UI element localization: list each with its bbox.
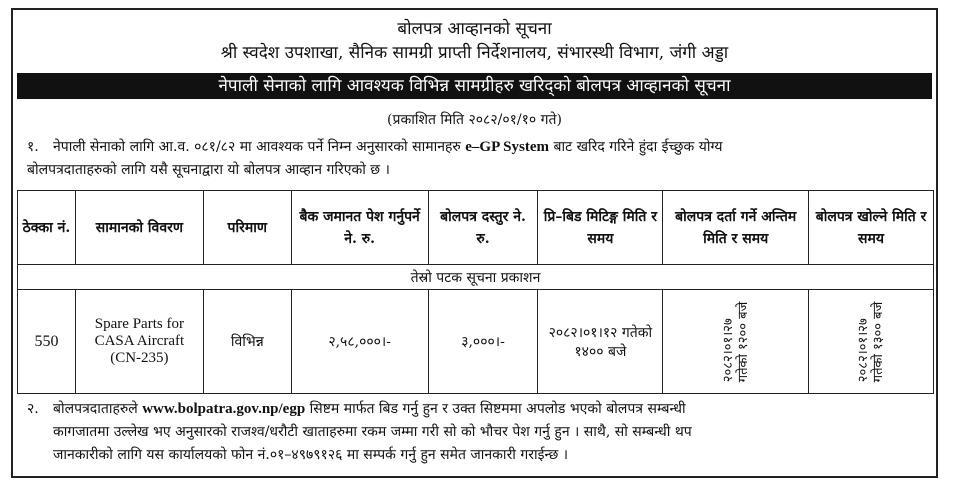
- paragraph-1: [27, 136, 926, 182]
- paragraph-text: जानकारीको लागि यस कार्यालयको फोन नं.०१–४९७९१२६ मा सम्पर्क गर्नु हुन समेत जानकारी गराईन्छ ।: [53, 447, 569, 463]
- notice-banner: नेपाली सेनाको लागि आवश्यक विभिन्न सामग्रीहरु खरिद्को बोलपत्र आव्हानको सूचना: [17, 73, 932, 99]
- published-date: (प्रकाशित मिति २०८२/०१/१० गते): [387, 112, 562, 128]
- paragraph-text: सिष्टम मार्फत बिड गर्नु हुन र उक्त सिष्टममा अपलोड भएको बोलपत्र सम्बन्धी: [309, 401, 686, 417]
- table-row: [18, 290, 934, 394]
- paragraph-text: बोलपत्रदाताहरुको लागि यसै सूचनाद्वारा यो बोलपत्र आव्हान गरिएको छ ।: [27, 162, 390, 178]
- header-submission-deadline: बोलपत्र दर्ता गर्ने अन्तिम मिति र समय: [663, 191, 809, 265]
- paragraph-2: [27, 398, 926, 467]
- header-bid-opening: बोलपत्र खोल्ने मिति र समय: [809, 191, 934, 265]
- header-bid-fee: बोलपत्र दस्तुर ने. रु.: [428, 191, 538, 265]
- submission-deadline-datetime: २०८२।०१।२७ गतेको १२०० बजे: [720, 301, 751, 382]
- prebid-meeting-datetime: २०८२।०१।१२ गतेको १४०० बजे: [538, 290, 663, 394]
- header-item-description: सामानको विवरण: [75, 191, 203, 265]
- table-header-row: [18, 191, 934, 265]
- contract-number: 550: [18, 290, 76, 394]
- bid-fee-amount: ३,०००।-: [428, 290, 538, 394]
- paragraph-text: नेपाली सेनाको लागि आ.व. ०८१/८२ मा आवश्यक पर्ने निम्न अनुसारको सामानहरु: [53, 139, 461, 155]
- bid-opening-cell: [809, 290, 934, 394]
- bid-opening-datetime: २०८२।०१।२७ गतेको १३०० बजे: [856, 301, 887, 382]
- section-label: तेस्रो पटक सूचना प्रकाशन: [18, 265, 934, 290]
- egp-system-name: e–GP System: [465, 139, 549, 155]
- header-quantity: परिमाण: [203, 191, 291, 265]
- paragraph-number: २.: [27, 401, 39, 417]
- header-bank-guarantee: बैक जमानत पेश गर्नुपर्ने ने. रु.: [291, 191, 428, 265]
- item-description: Spare Parts for CASA Aircraft (CN-235): [75, 290, 203, 394]
- tender-table: [17, 190, 934, 394]
- paragraph-text: बोलपत्रदाताहरुले: [53, 401, 138, 417]
- header-prebid-meeting: प्रि–बिड मिटिङ्ग मिति र समय: [538, 191, 663, 265]
- bolpatra-url: www.bolpatra.gov.np/egp: [142, 401, 306, 417]
- header-contract-no: ठेक्का नं.: [18, 191, 76, 265]
- bank-guarantee-amount: २,५८,०००।-: [291, 290, 428, 394]
- notice-frame: [11, 8, 938, 478]
- paragraph-text: कागजातमा उल्लेख भए अनुसारको राजश्व/धरौटी खाताहरुमा रकम जम्मा गरी सो को भौचर पेश गर्नु हुन । साथै, सो सम्बन्धी थप: [53, 424, 692, 440]
- office-name: श्री स्वदेश उपशाखा, सैनिक सामग्री प्राप्ती निर्देशनालय, संभारस्थी विभाग, जंगी अड्डा: [220, 43, 729, 63]
- paragraph-number: १.: [27, 139, 39, 155]
- quantity: विभिन्न: [203, 290, 291, 394]
- submission-deadline-cell: [663, 290, 809, 394]
- section-row: [18, 265, 934, 290]
- notice-title: बोलपत्र आव्हानको सूचना: [397, 19, 552, 39]
- paragraph-text: बाट खरिद गरिने हुंदा ईच्छुक योग्य: [553, 139, 723, 155]
